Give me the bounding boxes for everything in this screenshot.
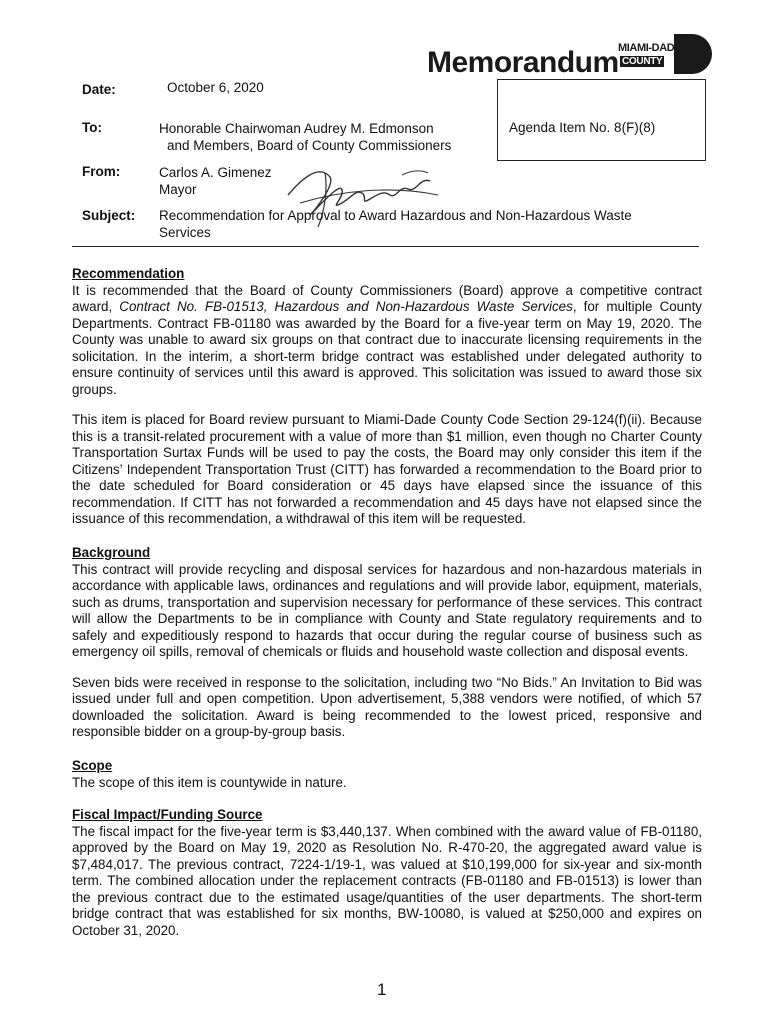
logo-text-line2: COUNTY [622,56,663,67]
from-line-2: Mayor [159,182,197,197]
logo-text-line1: MIAMI-DADE [618,42,682,54]
recommendation-paragraph-2: This item is placed for Board review pursuant to Miami-Dade County Code Section 29-124(f)(ii). Because this is a transit-related procurement with a value of more than $1 million, even though no Charter County Transportation Surtax Funds will be used to pay the costs, the Board may only consider this item if the Citizens’ Independent Transportation Trust (CITT) has forwarded a recommendation to the Board prior to the date scheduled for Board consideration or 45 days have elapsed since the issuance of this recommendation. If CITT has not forwarded a recommendation and 45 days have not elapsed since the issuance of this recommendation, a withdrawal of this item will be requested. [72,412,702,526]
header-divider [72,246,699,247]
fiscal-section [72,807,702,939]
agenda-item-number: Agenda Item No. 8(F)(8) [509,120,656,135]
miami-dade-logo [616,32,712,76]
background-paragraph-1: This contract will provide recycling and disposal services for hazardous and non-hazardous materials in accordance with applicable laws, ordinances and regulations and will provide labor, equipment, materials, such as drums, transportation and supervision necessary for performance of these services. This contract will allow the Departments to be in compliance with County and State regulatory requirements and to safely and expeditiously respond to hazards that occur during the regular course of business such as emergency oil spills, removal of chemicals or fluids and household waste collection and disposal events. [72,561,702,659]
fiscal-heading: Fiscal Impact/Funding Source [72,807,263,822]
to-line-2: and Members, Board of County Commissioners [167,138,452,153]
page-number: 1 [377,980,387,999]
recommendation-p1-text-a: It is recommended that the Board of County Commissioners (Board) approve a competitive contract award, [72,282,702,314]
background-heading: Background [72,545,151,560]
subject-label: Subject: [82,208,136,223]
recommendation-heading: Recommendation [72,266,185,281]
scope-section [72,758,702,791]
memo-title: Memorandum [427,46,619,79]
recommendation-p1-text-b: , for multiple County Departments. Contract FB-01180 was awarded by the Board for a five-year term on May 19, 2020. The County was unable to award six groups on that contract due to inaccurate licensing requirements in the solicitation. In the interim, a short-term bridge contract was established under delegated authority to ensure continuity of services until this award is approved. This solicitation was issued to award those six groups. [72,299,702,397]
date-label: Date: [82,82,116,97]
subject-line-1: Recommendation for Approval to Award Hazardous and Non-Hazardous Waste [159,208,632,223]
from-label: From: [82,164,121,179]
date-value: October 6, 2020 [167,80,264,95]
background-section [72,545,702,741]
background-paragraph-2: Seven bids were received in response to the solicitation, including two “No Bids.” An Invitation to Bid was issued under full and open competition. Upon advertisement, 5,388 vendors were notified, of which 57 downloaded the solicitation. Award is being recommended to the lowest priced, responsive and responsible bidder on a group-by-group basis. [72,674,702,739]
fiscal-paragraph: The fiscal impact for the five-year term is $3,440,137. When combined with the award value of FB-01180, approved by the Board on May 19, 2020 as Resolution No. R-470-20, the aggregated award value is $7,484,017. The previous contract, 7224-1/19-1, was valued at $10,199,000 for six-year and six-month term. The combined allocation under the replacement contracts (FB-01180 and FB-01513) is lower than the previous contract due to the estimated usage/quantities of the user departments. The short-term bridge contract that was established for six months, BW-10080, is valued at $250,000 and expires on October 31, 2020. [72,823,702,938]
subject-line-2: Services [159,225,211,240]
recommendation-section [72,266,702,528]
to-label: To: [82,120,102,135]
contract-name: Contract No. FB-01513, Hazardous and Non-Hazardous Waste Services [119,299,573,314]
from-line-1: Carlos A. Gimenez [159,165,272,180]
scope-paragraph: The scope of this item is countywide in nature. [72,774,347,790]
to-line-1: Honorable Chairwoman Audrey M. Edmonson [159,121,434,136]
scope-heading: Scope [72,758,113,773]
recommendation-paragraph-1 [72,283,702,399]
